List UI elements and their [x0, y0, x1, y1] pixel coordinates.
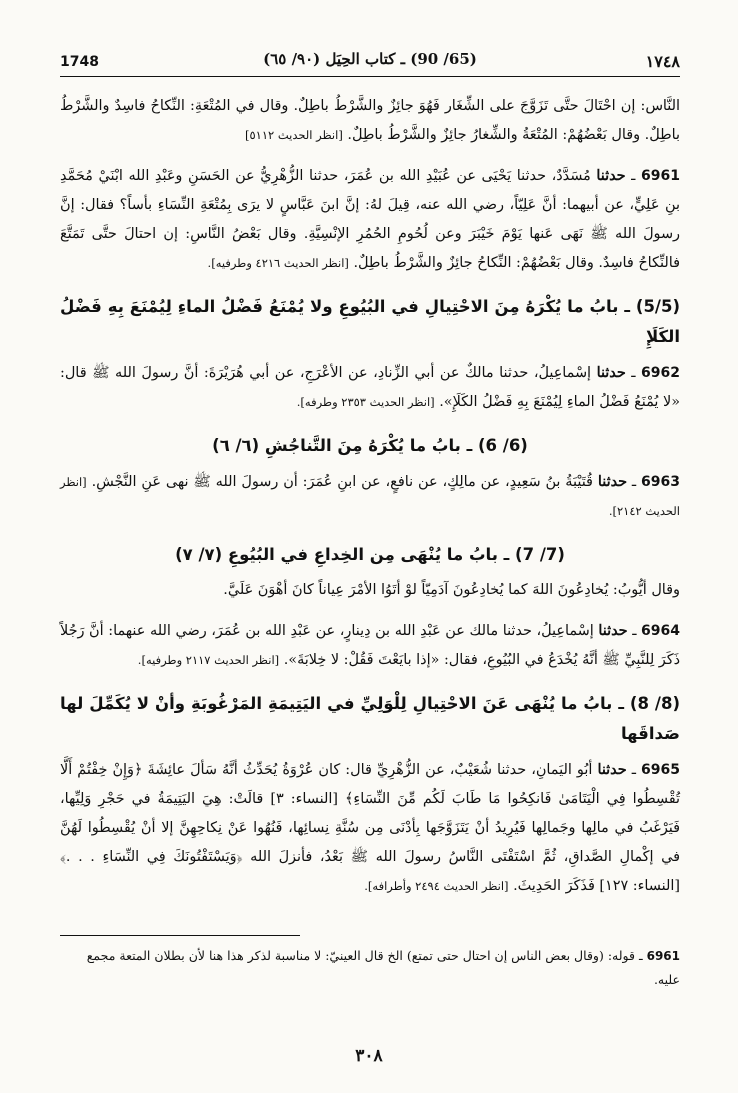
intro-line-2: والشَّرْطُ باطِلٌ. وقال بَعْضُهُمْ: المُتْعَةُ والشِّغارُ جائِزٌ والشَّرْطُ باطِلٌ. — [60, 98, 680, 143]
hadith-number: 6965 — [641, 762, 680, 778]
hadith-number: 6964 — [641, 623, 681, 639]
hadith-6964: 6964 ـ حدثنا إسْماعِيلُ، حدثنا مالك عن عَبْدِ الله بن دِينارٍ، عن عَبْدِ الله بن عُمَرَ، رضي الله عنهما: أنَّ رَجُلاً ذَكَرَ لِلنَّبِيِّ ﷺ أنَّهُ يُخْدَعُ في البُيُوعِ، فقال: «إذا بايَعْتَ فَقُلْ: لا خِلابَةَ». [انظر الحديث ٢١١٧ وطرفيه]. — [60, 622, 681, 668]
hadith-6961: 6961 ـ حدثنا مُسَدَّدٌ، حدثنا يَحْيَى عن عُبَيْدِ الله بن عُمَرَ، حدثنا الزُّهْرِيُّ عن الحَسَنِ وعَبْدِ الله ابْنَيْ مُحَمَّدِ بنِ عَلِيٍّ، عن أبيهما: أنَّ عَلِيّاً، رضي الله عنه، قِيلَ لهُ: إنَّ ابنَ عَبَّاسٍ لا يرَى بِمُتْعَةِ النِّسَاءِ بأساً؟ فقال: إنَّ رسولَ الله ﷺ نَهَى عَنها يَوْمَ خَيْبَرَ وعن لُحُومِ الحُمُرِ الإنْسِيَّةِ. وقال بَعْضُ النَّاسِ: إن احتالَ حتَّى تَمَتَّعَ فالنِّكاحُ فاسِدٌ. وقال بَعْضُهُمْ: النِّكاحُ جائِزٌ والشَّرْطُ باطِلٌ. [انظر الحديث ٤٢١٦ وطرفيه]. — [60, 167, 680, 271]
page-header — [60, 44, 680, 77]
hadith-reference: [انظر الحديث ٢٣٥٣ وطرفه]. — [296, 395, 435, 409]
hadith-6965: 6965 ـ حدثنا أبُو اليَمانِ، حدثنا شُعَيْبٌ، عن الزُّهْرِيِّ قال: كان عُرْوَةُ يُحَدِّثُ أنَّهُ سَألَ عائِشَةَ ﴿وَإِنْ خِفْتُمْ أَلَّا تُقْسِطُوا فِي الْيَتَامَىٰ فَانكِحُوا مَا طَابَ لَكُم مِّنَ النِّسَاءِ﴾ [النساء: ٣] قالَتْ: هِيَ اليَتِيمَةُ في حَجْرِ وَلِيِّها، فَيَرْغَبُ في مالِها وجَمالِها فَيُرِيدُ أنْ يَتَزَوَّجَها بِأدْنَى مِن سُنَّةِ نِسائِها، فَنُهُوا عَنْ نِكاحِهِنَّ إلا أنْ يُقْسِطُوا لَهُنَّ في إكْمالِ الصَّداقِ، ثُمَّ اسْتَفْتَى النَّاسُ رسولَ الله ﷺ بَعْدُ، فأنزلَ الله ﴿وَيَسْتَفْتُونَكَ فِي النِّسَاءِ . . .﴾ [النساء: ١٢٧] فَذَكَرَ الحَدِيثَ. [انظر الحديث ٢٤٩٤ وأطرافه]. — [60, 761, 680, 894]
footnote-number: 6961 — [646, 949, 680, 963]
hadith-6963: 6963 ـ حدثنا قُتَيْبَةُ بنُ سَعِيدٍ، عن مالِكٍ، عن نافعٍ، عن ابنِ عُمَرَ: أن رسولَ الله ﷺ نهى عَنِ النَّجْشِ. [انظر الحديث ٢١٤٢]. — [60, 473, 681, 518]
intro-line-1: النَّاس: إن احْتَالَ حتَّى تَزَوَّجَ على الشِّغَار فَهُوَ جائِزٌ والشَّرْطُ باطِلٌ. وقال في المُتْعَةِ: النِّكاحُ فاسِدٌ — [114, 98, 680, 114]
hadith-6962: 6962 ـ حدثنا إسْماعِيلُ، حدثنا مالكٌ عن أبي الزِّنادِ، عن الأعْرَجِ، عن أبي هُرَيْرَةَ: أنَّ رسولَ الله ﷺ قال: «لا يُمْنَعُ فَضْلُ الماءِ لِيُمْنَعَ بِهِ فَضْلُ الكَلَإِ». [انظر الحديث ٢٣٥٣ وطرفه]. — [60, 364, 680, 410]
page-number-latin: 1748 — [60, 54, 99, 70]
hadith-text: أبُو اليَمانِ، حدثنا شُعَيْبٌ، عن الزُّهْرِيِّ قال: كان عُرْوَةُ يُحَدِّثُ أنَّهُ سَألَ عائِشَةَ ﴿وَإِنْ خِفْتُمْ أَلَّا تُقْسِطُوا فِي الْيَتَامَىٰ فَانكِحُوا مَا طَابَ لَكُم مِّنَ النِّسَاءِ﴾ [النساء: ٣] قالَتْ: هِيَ اليَتِيمَةُ في حَجْرِ وَلِيِّها، فَيَرْغَبُ في مالِها وجَمالِها فَيُرِيدُ أنْ يَتَزَوَّجَها بِأدْنَى مِن سُنَّةِ نِسائِها، فَنُهُوا عَنْ نِكاحِهِنَّ إلا أنْ يُقْسِطُوا لَهُنَّ في إكْمالِ الصَّداقِ، ثُمَّ اسْتَفْتَى النَّاسُ رسولَ الله ﷺ بَعْدُ، فأنزلَ الله ﴿وَيَسْتَفْتُونَكَ فِي النِّسَاءِ . . .﴾ [النساء: ١٢٧] فَذَكَرَ الحَدِيثَ. — [60, 762, 680, 894]
running-title: (65/ 90) ـ كتاب الحِيَل (٩٠/ ٦٥) — [263, 50, 477, 68]
hadith-number: 6961 — [641, 168, 680, 184]
hadith-reference: [انظر الحديث ٢١١٧ وطرفيه]. — [137, 653, 280, 667]
page-number-footer: ٣٠٨ — [355, 1046, 383, 1066]
ayyub-quote: وقال أيُّوبُ: يُخادِعُونَ اللهَ كما يُخادِعُونَ آدَمِيّاً لوْ أتَوُا الأمْرَ عِياناً كانَ أهْوَنَ عَلَيَّ. — [223, 582, 680, 598]
haddathana-label: حدثنا — [598, 622, 628, 639]
haddathana-label: حدثنا — [596, 364, 626, 381]
haddathana-label: حدثنا — [597, 761, 627, 778]
hadith-text: قُتَيْبَةُ بنُ سَعِيدٍ، عن مالِكٍ، عن نافعٍ، عن ابنِ عُمَرَ: أن رسولَ الله ﷺ نهى عَنِ النَّجْشِ. — [91, 474, 593, 490]
haddathana-label: حدثنا — [596, 167, 626, 184]
hadith-reference: [انظر الحديث ٢١٤٢]. — [60, 475, 680, 518]
hadith-text: إسْماعِيلُ، حدثنا مالك عن عَبْدِ الله بن دِينارٍ، عن عَبْدِ الله بن عُمَرَ، رضي الله عنهما: أنَّ رَجُلاً ذَكَرَ لِلنَّبِيِّ ﷺ أنَّهُ يُخْدَعُ في البُيُوعِ، فقال: «إذا بايَعْتَ فَقُلْ: لا خِلابَةَ». — [60, 623, 680, 668]
intro-reference: [انظر الحديث ٥١١٢] — [244, 128, 343, 142]
page-number-arabic: ١٧٤٨ — [645, 52, 680, 71]
hadith-text: إسْماعِيلُ، حدثنا مالكٌ عن أبي الزِّنادِ، عن الأعْرَجِ، عن أبي هُرَيْرَةَ: أنَّ رسولَ الله ﷺ قال: «لا يُمْنَعُ فَضْلُ الماءِ لِيُمْنَعَ بِهِ فَضْلُ الكَلَإِ». — [60, 365, 680, 410]
hadith-reference: [انظر الحديث ٢٤٩٤ وأطرافه]. — [364, 879, 509, 893]
haddathana-label: حدثنا — [597, 473, 628, 490]
hadith-reference: [انظر الحديث ٤٢١٦ وطرفيه]. — [207, 256, 349, 270]
footnote-divider — [60, 935, 300, 936]
hadith-text: مُسَدَّدٌ، حدثنا يَحْيَى عن عُبَيْدِ الله بن عُمَرَ، حدثنا الزُّهْرِيُّ عن الحَسَنِ وعَبْدِ الله ابْنَيْ مُحَمَّدِ بنِ عَلِيٍّ، عن أبيهما: أنَّ عَلِيّاً، رضي الله عنه، قِيلَ لهُ: إنَّ ابنَ عَبَّاسٍ لا يرَى بِمُتْعَةِ النِّسَاءِ بأساً؟ فقال: إنَّ رسولَ الله ﷺ نَهَى عَنها يَوْمَ خَيْبَرَ وعن لُحُومِ الحُمُرِ الإنْسِيَّةِ. وقال بَعْضُ النَّاسِ: إن احتالَ حتَّى تَمَتَّعَ فالنِّكاحُ فاسِدٌ. وقال بَعْضُهُمْ: النِّكاحُ جائِزٌ والشَّرْطُ باطِلٌ. — [60, 168, 680, 271]
intro-paragraph — [60, 92, 680, 150]
chapter-heading-6: (6/ 6) ـ بابُ ما يُكْرَهُ مِنَ التَّناجُشِ (٦/ ٦) — [212, 436, 528, 455]
page-body — [60, 92, 680, 901]
hadith-number: 6963 — [641, 474, 681, 490]
hadith-number: 6962 — [641, 365, 680, 381]
chapter-heading-7: (7/ 7) ـ بابُ ما يُنْهَى مِن الخِداعِ في البُيُوعِ (٧/ ٧) — [175, 545, 565, 564]
chapter-heading-8: (8/ 8) ـ بابُ ما يُنْهَى عَنَ الاحْتِيالِ لِلْوَلِيِّ في اليَتِيمَةِ المَرْغُوبَةِ وأنْ لا يُكَمِّلَ لها صَداقَها — [60, 694, 680, 743]
footnote-text: ـ قوله: (وقال بعض الناس إن احتال حتى تمتع) الخ قال العينيّ: لا مناسبة لذكر هذا هنا لأن بطلان المتعة مجمع عليه. — [86, 948, 680, 987]
footnote — [60, 944, 680, 992]
chapter-heading-5: (5/5) ـ بابُ ما يُكْرَهُ مِنَ الاحْتِيالِ في البُيُوعِ ولا يُمْنَعُ فَضْلُ الماءِ لِيُمْنَعَ بِهِ فَضْلُ الكَلَإِ — [60, 297, 680, 346]
